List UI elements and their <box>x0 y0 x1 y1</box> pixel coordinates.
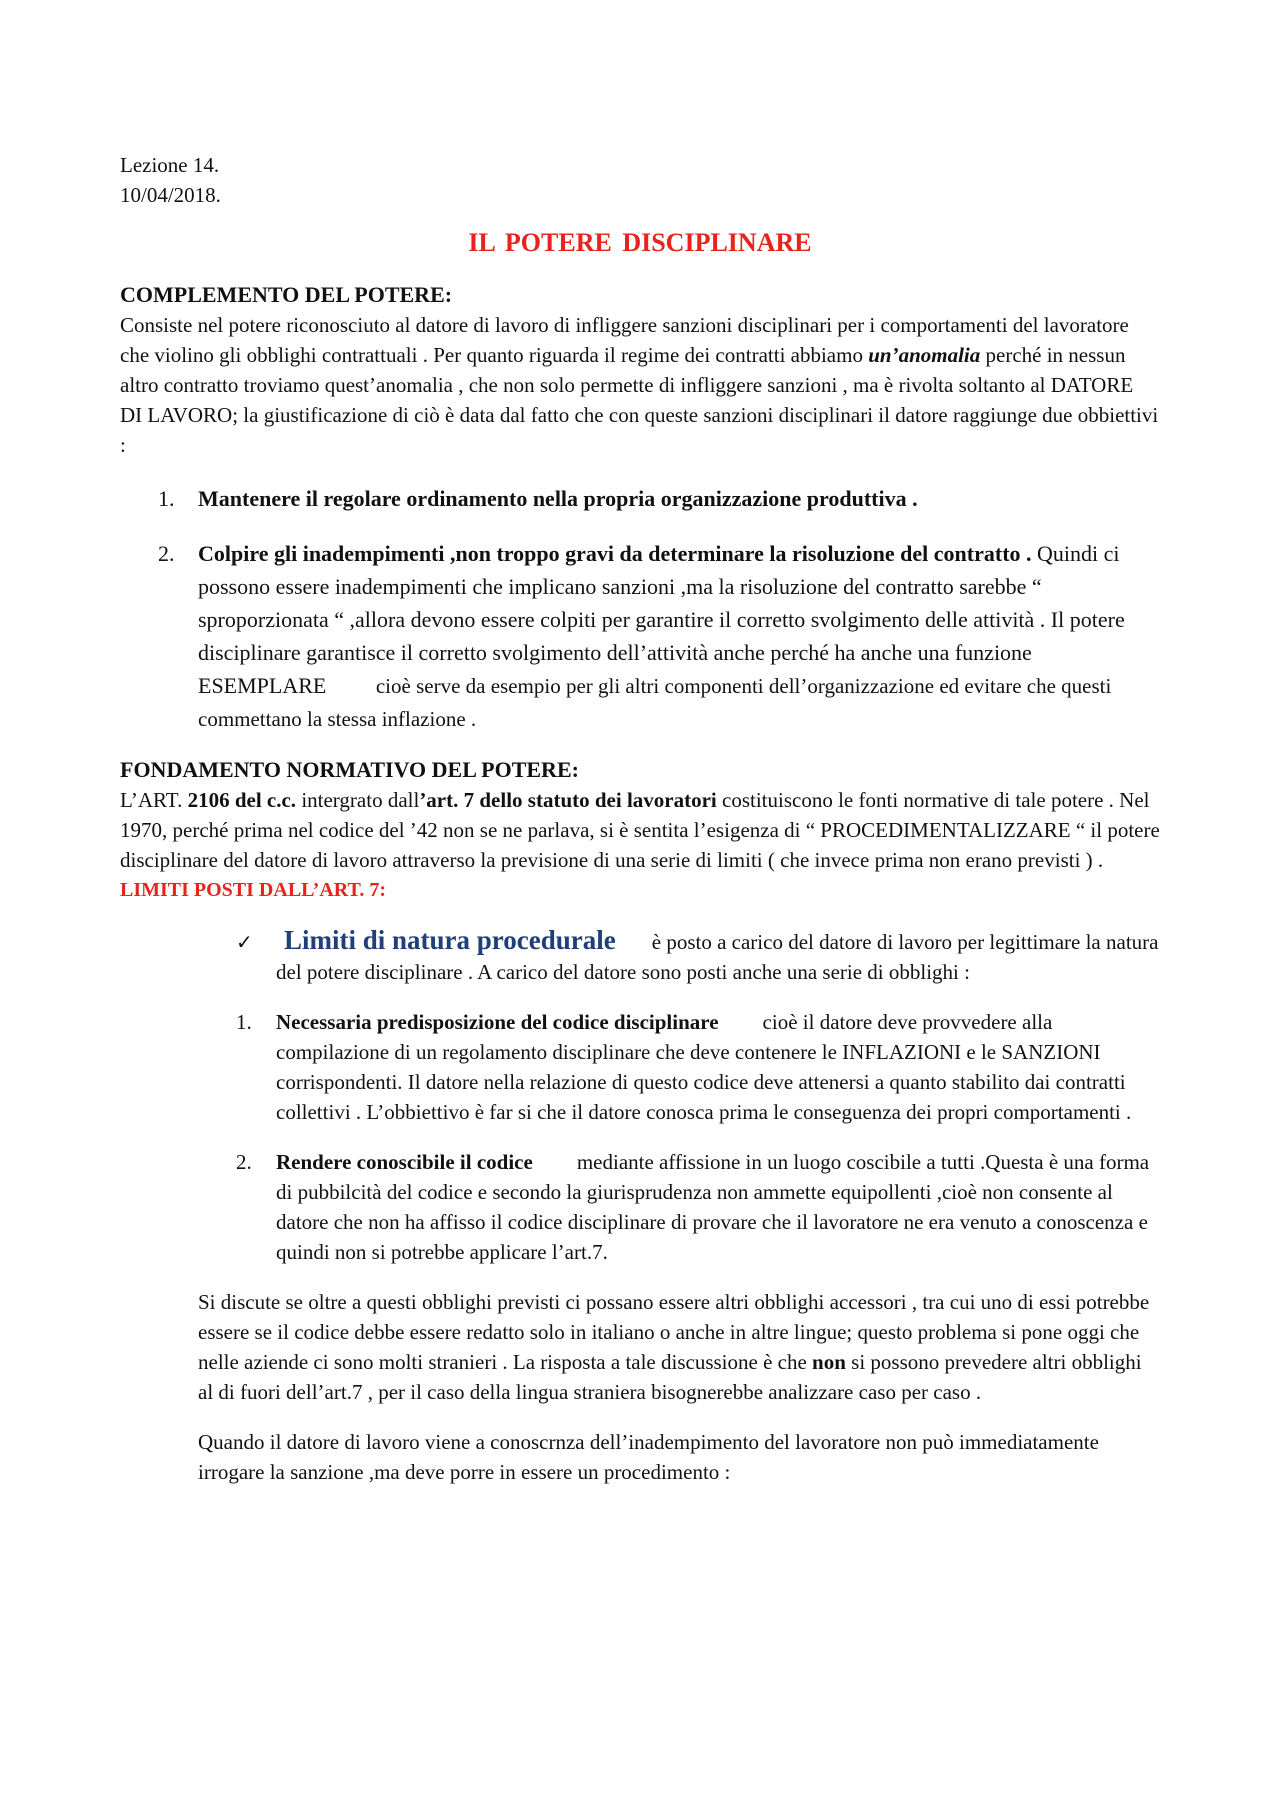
paragraph-text: L’ART. <box>120 788 188 812</box>
list-item-text: cioè il datore deve provvedere alla compilazione di un regolamento disciplinare che deve contenere le INFLAZIONI e le SANZIONI corrispondenti. Il datore nella relazione di questo codice deve attenersi a quanto stabilito dai contratti collettivi . L’obbiettivo è far si che il datore conosca prima le conseguenza dei propri comportamenti . <box>276 1010 1132 1124</box>
list-number: 2. <box>236 1150 252 1174</box>
document-page <box>120 150 1160 1487</box>
list-item-bold: Mantenere il regolare ordinamento nella propria organizzazione produttiva . <box>198 486 918 511</box>
paragraph-text: perché in nessun altro contratto troviamo quest’anomalia , che non solo permette di infliggere sanzioni , ma è rivolta soltanto al DATORE DI LAVORO; la giustificazione di ciò è data dal fatto che con queste sanzioni disciplinari il datore raggiunge due obbiettivi : <box>120 343 1159 457</box>
paragraph-text: costituiscono le fonti normative di tale potere . Nel 1970, perché prima nel codice del ’42 non se ne parlava, si è sentita l’esigenza di “ PROCEDIMENTALIZZARE “ il potere disciplinare del datore di lavoro attraverso la previsione di una serie di limiti ( che invece prima non erano previsti ) . <box>120 788 1160 872</box>
paragraph-text: Si discute se oltre a questi obblighi previsti ci possano essere altri obblighi accessori , tra cui uno di essi potrebbe essere se il codice debbe essere redatto solo in italiano o anche in altre lingue; questo problema si pone oggi che nelle aziende ci sono molti stranieri . La risposta a tale discussione è che <box>198 1290 1150 1374</box>
list-item <box>120 1007 1160 1127</box>
section-heading-complemento: COMPLEMENTO DEL POTERE: <box>120 282 453 307</box>
list-item-text: mediante affissione in un luogo coscibile a tutti .Questa è una forma di pubbilcità del codice e secondo la giurisprudenza non ammette equipollenti ,cioè non consente al datore che non ha affisso il codice disciplinare di provare che il lavoratore ne era venuto a conoscenza e quindi non si potrebbe applicare l’art.7. <box>276 1150 1150 1264</box>
bold-text: 2106 del c.c. <box>187 788 297 812</box>
list-number: 2. <box>158 541 175 566</box>
bold-text: ’art. 7 dello statuto dei lavoratori <box>419 788 717 812</box>
emphasis-text: un’anomalia <box>868 343 981 367</box>
list-number: 1. <box>158 486 175 511</box>
section-paragraph-complemento <box>120 310 1160 460</box>
paragraph-text: Consiste nel potere riconosciuto al datore di lavoro di infliggere sanzioni disciplinari per i comportamenti del lavoratore che violino gli obblighi contrattuali . Per quanto riguarda il regime dei contratti abbiamo <box>120 313 1129 367</box>
objectives-list <box>120 482 1160 735</box>
limits-heading: LIMITI POSTI DALL’ART. 7: <box>120 879 387 901</box>
list-item-text: cioè serve da esempio per gli altri componenti dell’organizzazione ed evitare che questi commettano la stessa inflazione . <box>198 674 1112 731</box>
check-item <box>120 925 1160 987</box>
checkmark-icon: ✓ <box>236 930 253 954</box>
closing-paragraph-2: Quando il datore di lavoro viene a conoscrnza dell’inadempimento del lavoratore non può immediatamente irrogare la sanzione ,ma deve porre in essere un procedimento : <box>198 1430 1099 1484</box>
lesson-date: 10/04/2018. <box>120 183 221 207</box>
list-item-bold: Rendere conoscibile il codice <box>276 1150 533 1174</box>
page-title: IL POTERE DISCIPLINARE <box>468 228 812 257</box>
paragraph-text: si possono prevedere altri obblighi al di fuori dell’art.7 , per il caso della lingua straniera bisognerebbe analizzare caso per caso . <box>198 1350 1142 1404</box>
section-paragraph-fondamento <box>120 785 1160 875</box>
list-item-bold: Colpire gli inadempimenti ,non troppo gravi da determinare la risoluzione del contratto . <box>198 541 1032 566</box>
section-heading-fondamento: FONDAMENTO NORMATIVO DEL POTERE: <box>120 757 579 782</box>
list-item <box>120 482 1160 515</box>
list-item <box>120 1147 1160 1267</box>
list-item-bold: Necessaria predisposizione del codice disciplinare <box>276 1010 719 1034</box>
lesson-number: Lezione 14. <box>120 153 220 177</box>
obligations-list <box>120 1007 1160 1267</box>
check-item-text: è posto a carico del datore di lavoro per legittimare la natura del potere disciplinare . A carico del datore sono posti anche una serie di obblighi : <box>276 930 1159 984</box>
list-number: 1. <box>236 1010 252 1034</box>
list-item-text: Quindi ci possono essere inadempimenti che implicano sanzioni ,ma la risoluzione del contratto sarebbe “ sproporzionata “ ,allora devono essere colpiti per garantire il corretto svolgimento delle attività . Il potere disciplinare garantisce il corretto svolgimento dell’attività anche perché ha anche una funzione ESEMPLARE <box>198 541 1125 698</box>
closing-paragraph-1 <box>120 1287 1160 1407</box>
bold-text: non <box>812 1350 846 1374</box>
list-item <box>120 537 1160 735</box>
paragraph-text: intergrato dall <box>296 788 420 812</box>
check-item-title: Limiti di natura procedurale <box>284 925 616 955</box>
